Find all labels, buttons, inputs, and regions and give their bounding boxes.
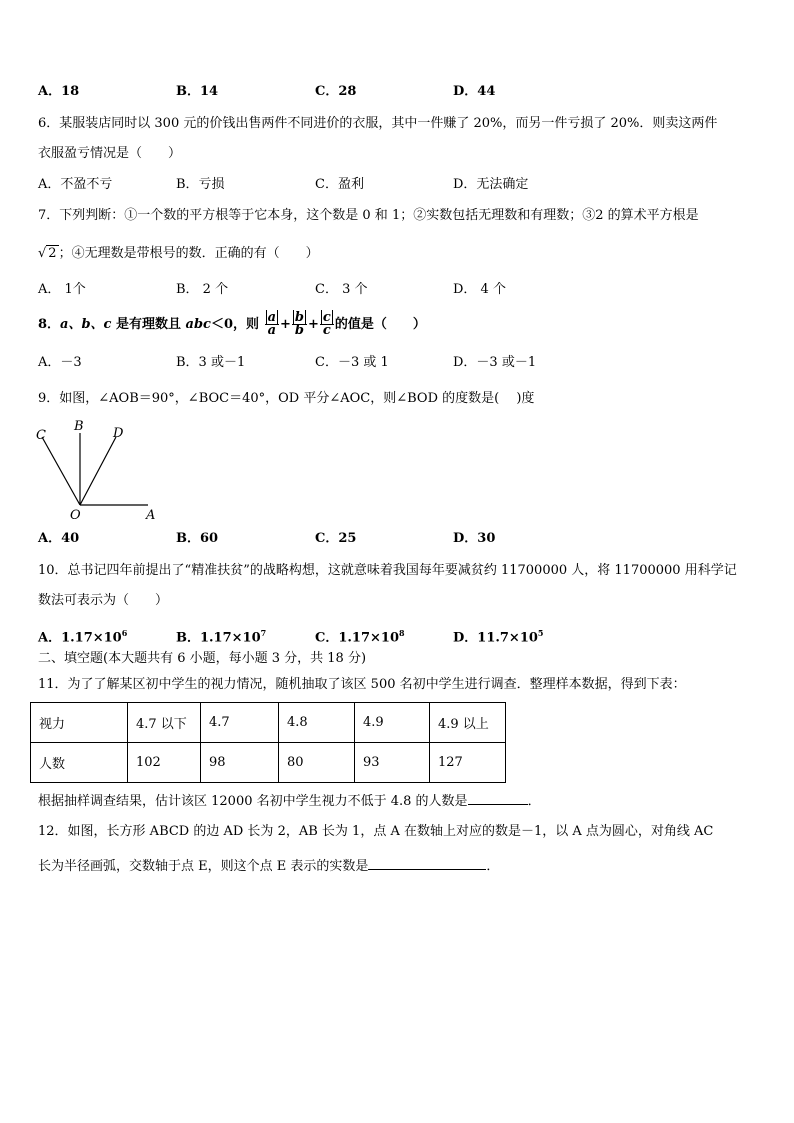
table-cell: 93 [355, 743, 430, 783]
q12-stem-line1: 12．如图，长方形 ABCD 的边 AD 长为 2，AB 长为 1，点 A 在数轴上对应的数是－1，以 A 点为圆心，对角线 AC [38, 824, 714, 839]
q7-option-b: B． 2 个 [176, 282, 229, 297]
q10-option-b: B．$1.17\times 10^7$ [176, 628, 267, 646]
q8-stem: 8．a、b、c 是有理数且 abc＜0，则 $\frac{a}{a}$ + $\frac{b}{b}$ + $\frac{c}{c}$ 的值是（ ） [38, 310, 426, 338]
q7-option-a: A． 1个 [38, 282, 86, 297]
q8-option-c: C．－3 或 1 [315, 355, 389, 370]
q7-stem-line2: √ 2 ；④无理数是带根号的数．正确的有（ ） [38, 246, 319, 261]
q10-option-a: A．$1.17\times 10^6$ [38, 628, 128, 646]
q6-option-c: C．盈利 [315, 177, 364, 192]
q10-stem-line1: 10．总书记四年前提出了“精准扶贫”的战略构想，这就意味着我国每年要减贫约 11700000 人，将 11700000 用科学记 [38, 563, 737, 578]
q5-option-c: C．28 [315, 84, 357, 99]
table-cell: 127 [430, 743, 506, 783]
q9-option-a: A．40 [38, 531, 80, 546]
q9-option-d: D．30 [453, 531, 496, 546]
q7-stem-line1: 7．下列判断：①一个数的平方根等于它本身，这个数是 0 和 1；②实数包括无理数和有理数；③2 的算术平方根是 [38, 208, 699, 223]
ray-od [80, 437, 116, 505]
table-cell: 102 [128, 743, 201, 783]
q6-option-b: B．亏损 [176, 177, 225, 192]
fraction-c: $\frac{c}{c}$ [320, 312, 334, 337]
label-o: O [70, 508, 81, 523]
table-row [31, 703, 506, 743]
answer-blank[interactable] [368, 857, 486, 870]
answer-blank[interactable] [468, 792, 528, 805]
angle-figure [30, 415, 170, 525]
q9-option-b: B．60 [176, 531, 219, 546]
q5-option-a: A．18 [38, 84, 80, 99]
q11-stem: 11．为了了解某区初中学生的视力情况，随机抽取了该区 500 名初中学生进行调查．整理样本数据，得到下表： [38, 677, 686, 692]
table-cell: 人数 [31, 743, 128, 783]
table-cell: 视力 [31, 703, 128, 743]
q10-option-d: D．$11.7\times 10^5$ [453, 628, 544, 646]
q8-option-a: A．－3 [38, 355, 82, 370]
q5-option-b: B．14 [176, 84, 219, 99]
table-cell: 98 [201, 743, 279, 783]
table-cell: 4.9 以上 [430, 703, 506, 743]
q8-option-b: B．3 或－1 [176, 355, 246, 370]
vision-table [30, 702, 506, 783]
label-d: D [113, 426, 124, 441]
q11-question: 根据抽样调查结果，估计该区 12000 名初中学生视力不低于 4.8 的人数是 ． [38, 794, 541, 809]
fraction-b: $\frac{b}{b}$ [292, 312, 307, 337]
table-cell: 4.7 以下 [128, 703, 201, 743]
label-b: B [74, 419, 84, 434]
q6-stem-line2: 衣服盈亏情况是（ ） [38, 146, 182, 161]
sqrt-expression: √ 2 [38, 246, 57, 261]
label-a: A [146, 508, 156, 523]
q9-option-c: C．25 [315, 531, 357, 546]
q6-option-a: A．不盈不亏 [38, 177, 113, 192]
table-cell: 4.8 [279, 703, 355, 743]
q6-stem-line1: 6．某服装店同时以 300 元的价钱出售两件不同进价的衣服，其中一件赚了 20%，而另一件亏损了 20%．则卖这两件 [38, 116, 718, 131]
label-c: C [36, 428, 46, 443]
q12-stem-line2: 长为半径画弧，交数轴于点 E，则这个点 E 表示的实数是 ． [38, 859, 500, 874]
q7-option-c: C． 3 个 [315, 282, 368, 297]
section-heading: 二、填空题(本大题共有 6 小题，每小题 3 分，共 18 分) [38, 651, 367, 666]
q8-option-d: D．－3 或－1 [453, 355, 537, 370]
table-row [31, 743, 506, 783]
q9-stem: 9．如图，∠AOB＝90°，∠BOC＝40°，OD 平分∠AOC，则∠BOD 的度数是( )度 [38, 391, 535, 406]
table-cell: 4.7 [201, 703, 279, 743]
fraction-a: $\frac{a}{a}$ [265, 312, 279, 337]
table-cell: 4.9 [355, 703, 430, 743]
table-cell: 80 [279, 743, 355, 783]
q5-option-d: D．44 [453, 84, 496, 99]
q6-option-d: D．无法确定 [453, 177, 529, 192]
ray-oc [42, 437, 80, 505]
q10-option-c: C．$1.17\times 10^8$ [315, 628, 405, 646]
q7-option-d: D． 4 个 [453, 282, 506, 297]
q10-stem-line2: 数法可表示为（ ） [38, 593, 169, 608]
